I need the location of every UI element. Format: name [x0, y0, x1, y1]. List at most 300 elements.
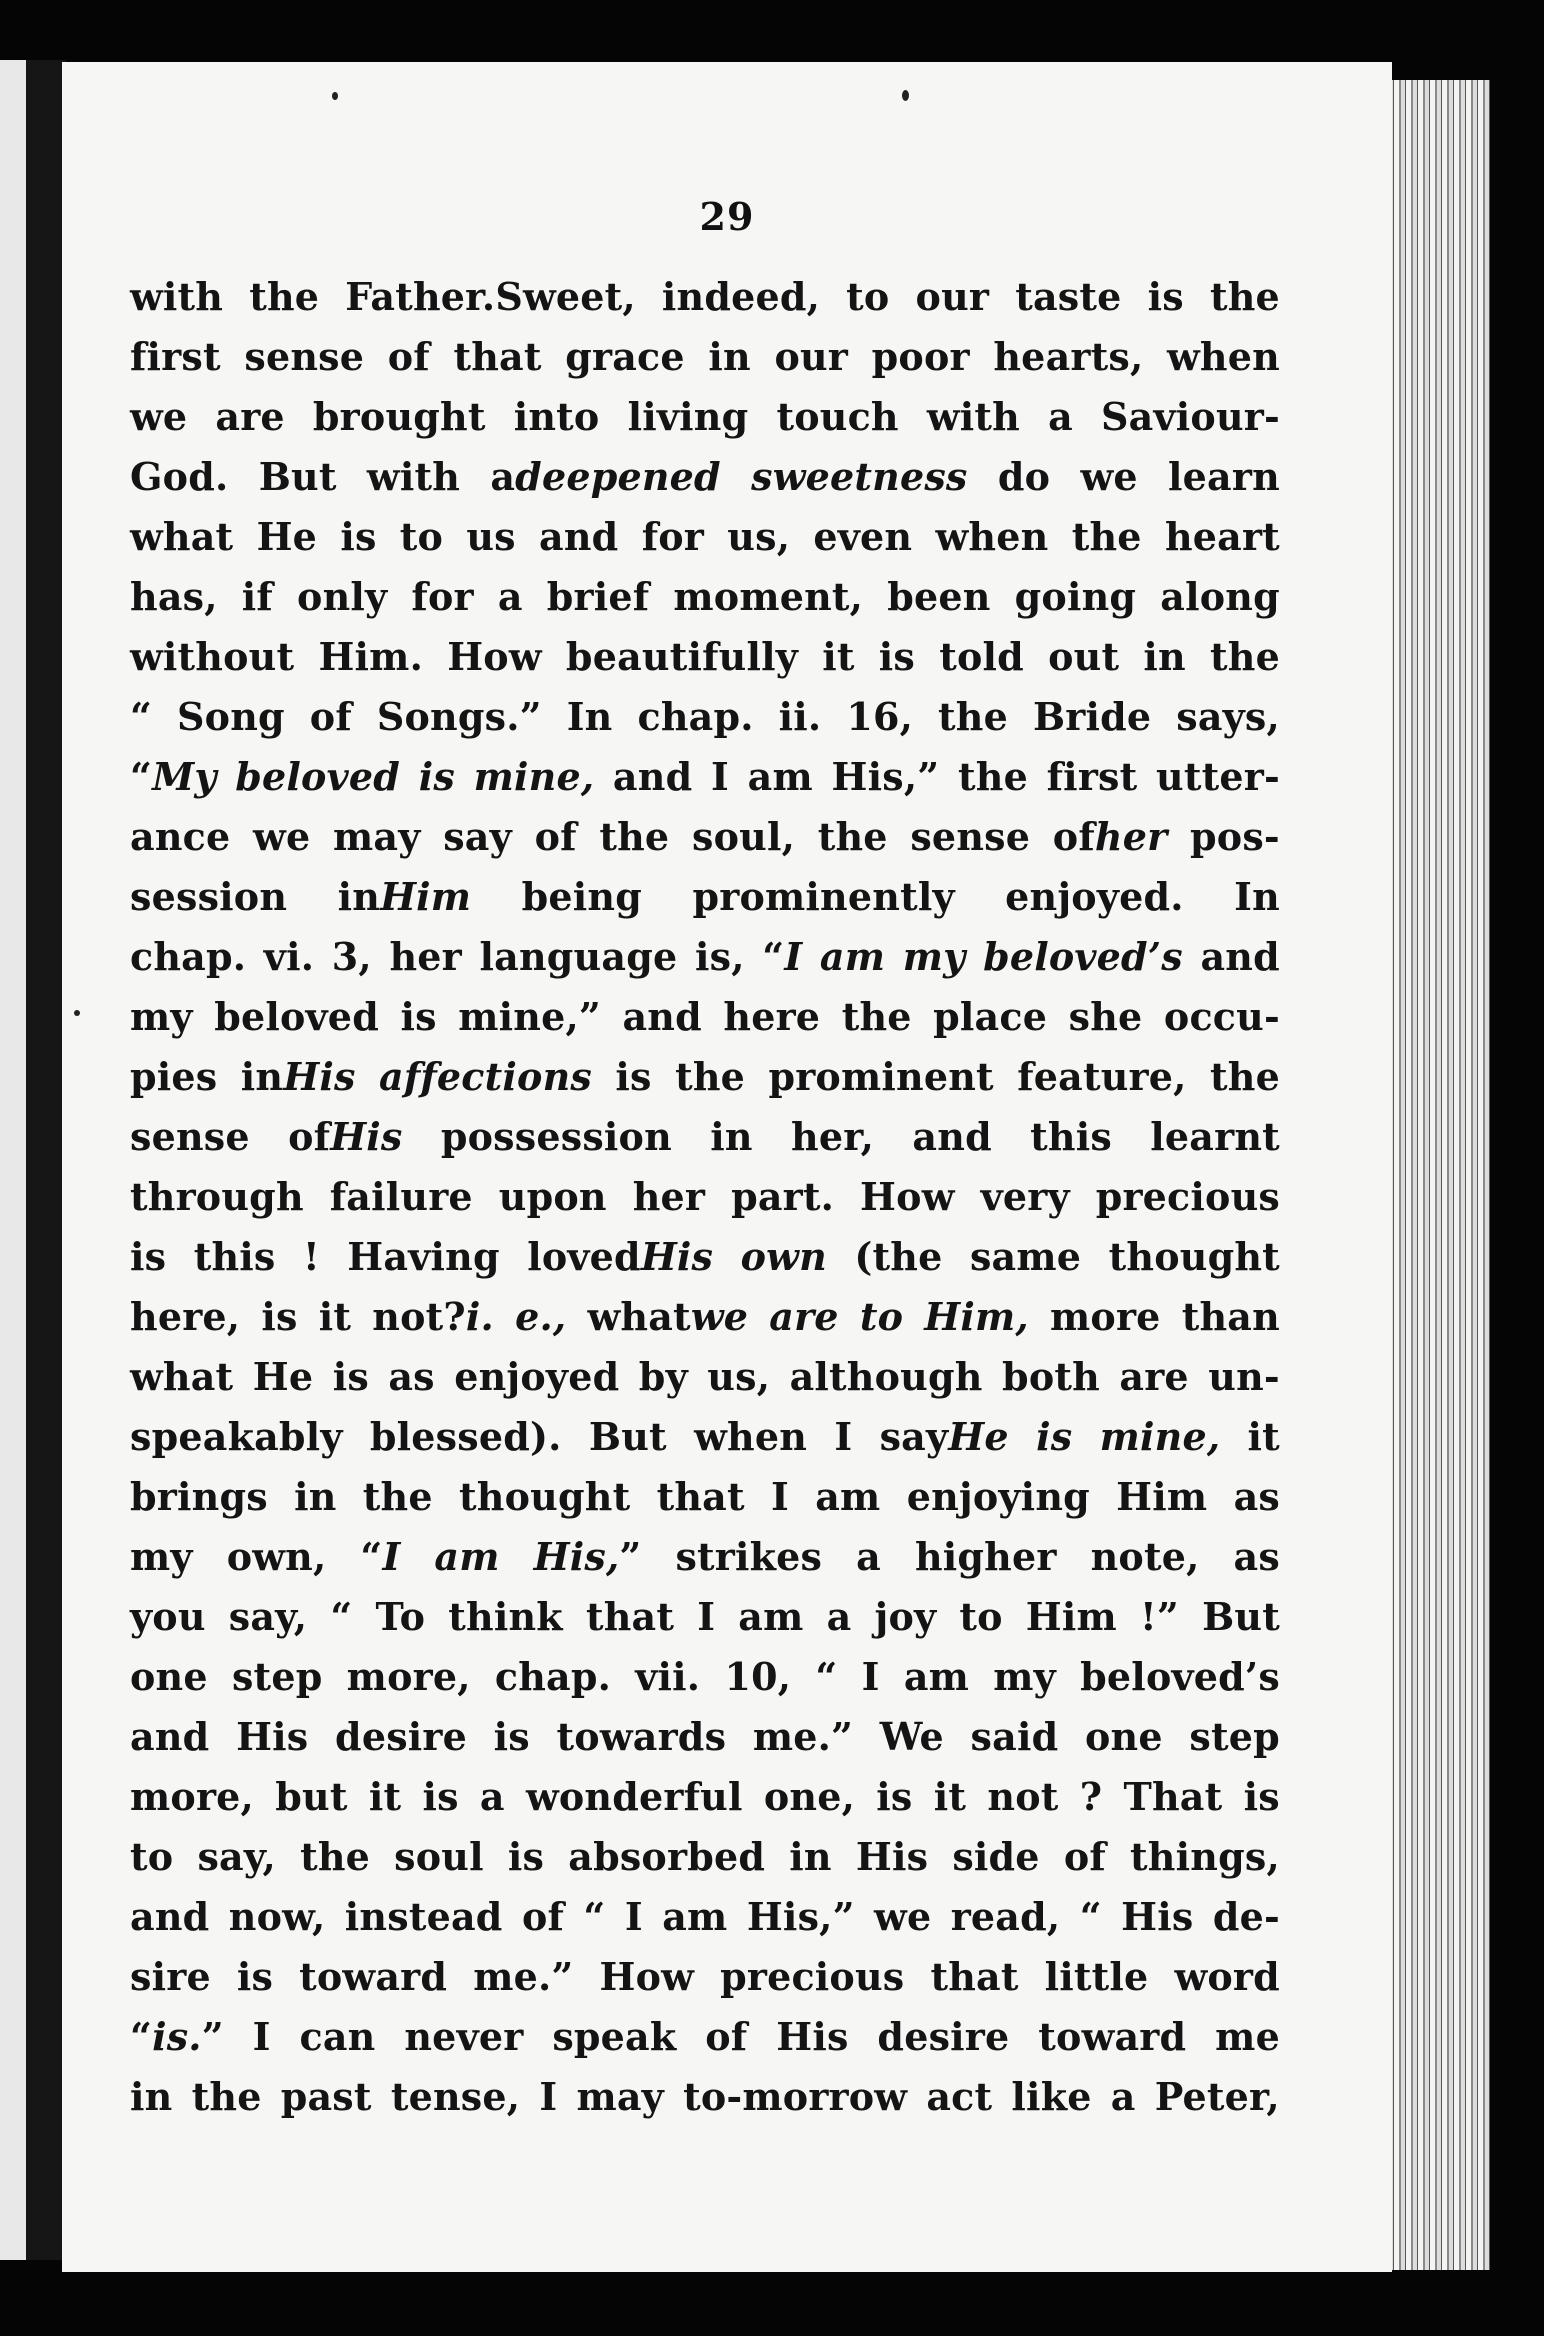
word: the — [249, 274, 320, 319]
word: His,” — [533, 1534, 642, 1579]
word: is — [236, 1954, 274, 1999]
book-page — [62, 62, 1392, 2272]
text-line — [130, 1534, 1280, 1594]
word: the — [958, 754, 1028, 799]
word: speakably — [130, 1414, 343, 1459]
word: here — [723, 994, 821, 1039]
word: to-morrow — [683, 2074, 908, 2119]
word: joy — [874, 1594, 937, 1639]
word: adeepened — [490, 454, 721, 499]
word: His — [236, 1714, 309, 1759]
word: session — [130, 874, 288, 919]
word: Him, — [924, 1294, 1029, 1339]
word: to — [859, 1294, 904, 1339]
text-line — [130, 634, 1280, 694]
word: God. — [130, 454, 229, 499]
word: of — [387, 334, 430, 379]
word: But — [1202, 1594, 1280, 1639]
word: do — [997, 454, 1051, 499]
text-line — [130, 2014, 1280, 2074]
word: upon — [498, 1174, 607, 1219]
word: am — [747, 754, 813, 799]
word: is — [400, 994, 437, 1039]
word: the — [817, 814, 888, 859]
word: is — [1243, 1774, 1280, 1819]
text-line — [130, 2074, 1280, 2134]
word: the — [841, 994, 912, 1039]
word: first — [130, 334, 221, 379]
word: that — [585, 1594, 675, 1639]
word: But — [258, 454, 337, 499]
text-line — [130, 934, 1280, 994]
word: a — [856, 1534, 881, 1579]
word: side — [952, 1834, 1040, 1879]
word: what — [130, 514, 234, 559]
word: that — [930, 1954, 1019, 1999]
word: sweetness — [751, 454, 968, 499]
word: In — [566, 694, 613, 739]
word: am — [815, 1474, 881, 1519]
word: that — [656, 1474, 745, 1519]
word: tense, — [390, 2074, 521, 2119]
text-line — [130, 1894, 1280, 1954]
word: But — [588, 1414, 667, 1459]
word: to — [130, 1834, 174, 1879]
word: soul — [394, 1834, 484, 1879]
word: only — [297, 574, 388, 619]
word: Him. — [318, 634, 424, 679]
word: His — [776, 2014, 849, 2059]
word: my — [902, 934, 966, 979]
word: He — [256, 514, 318, 559]
word: I — [252, 2014, 271, 2059]
text-line — [130, 874, 1280, 934]
word: learn — [1168, 454, 1280, 499]
text-line — [130, 1294, 1280, 1354]
word: own — [740, 1234, 827, 1279]
word: the — [599, 814, 670, 859]
word: Peter, — [1154, 2074, 1280, 2119]
word: a — [1048, 394, 1073, 439]
word: in — [789, 1834, 832, 1879]
word: as — [388, 1354, 435, 1399]
word: ance — [130, 814, 231, 859]
word: ? — [1079, 1774, 1103, 1819]
word: own, — [226, 1534, 327, 1579]
book-gutter — [26, 60, 66, 2260]
word: are — [769, 1294, 839, 1339]
word: sense — [244, 334, 365, 379]
text-line — [130, 454, 1280, 514]
word: although — [789, 1354, 983, 1399]
word: act — [926, 2074, 993, 2119]
word: step — [1189, 1714, 1280, 1759]
word: us, — [707, 1354, 771, 1399]
word: to — [399, 514, 444, 559]
word: note, — [1090, 1534, 1200, 1579]
text-line — [130, 1354, 1280, 1414]
word: it — [933, 1774, 967, 1819]
text-line — [130, 754, 1280, 814]
word: Having — [347, 1234, 500, 1279]
word: told — [939, 634, 1024, 679]
word: affections — [379, 1054, 593, 1099]
word: learnt — [1150, 1114, 1280, 1159]
word: this — [1030, 1114, 1112, 1159]
word: feature, — [1017, 1054, 1187, 1099]
word: 10, — [724, 1654, 792, 1699]
word: says, — [1176, 694, 1280, 739]
word: are — [215, 394, 285, 439]
word: the — [1071, 514, 1142, 559]
word: as — [1233, 1474, 1280, 1519]
word: me.” — [473, 1954, 574, 1999]
word: same — [969, 1234, 1082, 1279]
word: when — [1167, 334, 1280, 379]
word: the — [191, 2074, 262, 2119]
print-speck — [332, 92, 338, 100]
text-line — [130, 1954, 1280, 2014]
word: as — [1233, 1534, 1280, 1579]
word: indeed, — [661, 274, 821, 319]
word: been — [887, 574, 991, 619]
word: is — [876, 1774, 913, 1819]
word: is — [1147, 274, 1184, 319]
word: heart — [1164, 514, 1280, 559]
word: am — [434, 1534, 500, 1579]
text-line — [130, 1174, 1280, 1234]
word: of — [534, 814, 577, 859]
word: e., — [515, 1294, 567, 1339]
word: speak — [552, 2014, 677, 2059]
word: but — [275, 1774, 348, 1819]
word: instead — [344, 1894, 503, 1939]
word: blessed). — [369, 1414, 562, 1459]
word: we — [130, 394, 188, 439]
word: brought — [312, 394, 486, 439]
word: How — [860, 1174, 955, 1219]
word: the — [675, 1054, 746, 1099]
word: In — [1234, 874, 1280, 919]
word: for — [411, 574, 474, 619]
word: us, — [727, 514, 791, 559]
word: His,” — [831, 754, 940, 799]
word: it — [368, 1774, 402, 1819]
word: like — [1011, 2074, 1092, 2119]
word: may — [333, 814, 421, 859]
word: one — [130, 1654, 208, 1699]
word: into — [513, 394, 600, 439]
word: can — [299, 2014, 376, 2059]
text-line — [130, 1714, 1280, 1774]
word: read, — [950, 1894, 1061, 1939]
word: de- — [1212, 1894, 1280, 1939]
word: sense — [130, 1114, 250, 1159]
word: I — [624, 1894, 643, 1939]
word: 3, — [331, 934, 372, 979]
word: brings — [130, 1474, 268, 1519]
word: poor — [871, 334, 970, 379]
word: (the — [854, 1234, 943, 1279]
word: Him — [1025, 1594, 1117, 1639]
word: taste — [1015, 274, 1122, 319]
word: things, — [1130, 1834, 1280, 1879]
word: is — [422, 1774, 459, 1819]
word: what — [130, 1354, 234, 1399]
word: that — [453, 334, 542, 379]
body-text — [130, 274, 1280, 2134]
word: for — [641, 514, 705, 559]
word: and — [539, 514, 619, 559]
word: beloved’s — [1080, 1654, 1280, 1699]
word: and — [130, 1714, 210, 1759]
word: more — [1049, 1294, 1161, 1339]
word: beloved’s — [983, 934, 1183, 979]
word: word — [1174, 1954, 1280, 1999]
word: my — [130, 1534, 193, 1579]
word: utter- — [1156, 754, 1280, 799]
word: and — [612, 754, 693, 799]
word: beloved — [235, 754, 401, 799]
word: am — [738, 1594, 804, 1639]
word: in — [294, 1474, 337, 1519]
word: ! — [302, 1234, 320, 1279]
word: me.” — [752, 1714, 854, 1759]
text-line — [130, 1414, 1280, 1474]
word: of — [705, 2014, 748, 2059]
text-line — [130, 514, 1280, 574]
word: higher — [914, 1534, 1057, 1579]
word: chap. — [637, 694, 754, 739]
word: is — [130, 1234, 167, 1279]
word: said — [970, 1714, 1059, 1759]
word: through — [130, 1174, 304, 1219]
word: here, — [130, 1294, 241, 1339]
word: with — [366, 454, 461, 499]
word: out — [1048, 634, 1120, 679]
page-bottom-shadow — [62, 2272, 1492, 2336]
word: is — [507, 1834, 545, 1879]
text-line — [130, 1834, 1280, 1894]
word: I — [770, 1474, 789, 1519]
print-speck — [902, 90, 909, 101]
word: touch — [776, 394, 899, 439]
word: one, — [763, 1774, 856, 1819]
word: “ — [583, 1894, 606, 1939]
word: I — [861, 1654, 880, 1699]
word: occu- — [1163, 994, 1280, 1039]
word: Father.Sweet, — [345, 274, 636, 319]
word: even — [813, 514, 913, 559]
word: a — [826, 1594, 852, 1639]
word: thought — [459, 1474, 631, 1519]
word: and — [130, 1894, 210, 1939]
word: me — [1215, 2014, 1280, 2059]
word: is — [418, 754, 455, 799]
word: of — [1063, 1834, 1106, 1879]
text-line — [130, 1654, 1280, 1714]
page-number: 29 — [699, 194, 755, 239]
word: thought — [1108, 1234, 1280, 1279]
word: I — [697, 1594, 716, 1639]
word: not — [987, 1774, 1059, 1819]
word: to — [959, 1594, 1003, 1639]
word: is — [340, 514, 377, 559]
word: soul, — [691, 814, 796, 859]
word: the — [1210, 634, 1280, 679]
word: is — [615, 1054, 652, 1099]
word: this — [193, 1234, 276, 1279]
word: a — [497, 574, 523, 619]
word: her — [389, 934, 462, 979]
word: desire — [335, 1714, 468, 1759]
word: whatwe — [587, 1294, 749, 1339]
word: 16, — [846, 694, 914, 739]
word: beautifully — [565, 634, 799, 679]
word: !” — [1140, 1594, 1179, 1639]
word: lovedHis — [527, 1234, 714, 1279]
word: precious — [720, 1954, 905, 1999]
word: am — [662, 1894, 728, 1939]
text-line — [130, 694, 1280, 754]
word: think — [448, 1594, 563, 1639]
word: and — [912, 1114, 992, 1159]
word: sire — [130, 1954, 211, 1999]
word: without — [130, 634, 295, 679]
word: the — [362, 1474, 433, 1519]
word: Song — [177, 694, 285, 739]
word: enjoyed. — [1005, 874, 1184, 919]
word: “I — [360, 1534, 401, 1579]
word: Saviour- — [1101, 394, 1280, 439]
word: being — [521, 874, 643, 919]
word: ofher — [1052, 814, 1168, 859]
word: than — [1181, 1294, 1280, 1339]
word: enjoying — [906, 1474, 1090, 1519]
word: I — [834, 1414, 853, 1459]
word: not?i. — [372, 1294, 494, 1339]
word: ofHis — [288, 1114, 403, 1159]
word: when — [935, 514, 1049, 559]
word: brief — [546, 574, 650, 619]
word: going — [1014, 574, 1137, 619]
word: pos- — [1190, 814, 1280, 859]
word: say — [443, 814, 512, 859]
text-line — [130, 1774, 1280, 1834]
word: in — [710, 1114, 753, 1159]
word: both — [1002, 1354, 1100, 1399]
word: we — [874, 1894, 932, 1939]
word: if — [241, 574, 273, 619]
word: a — [1110, 2074, 1136, 2119]
word: us — [466, 514, 516, 559]
word: We — [879, 1714, 944, 1759]
word: precious — [1095, 1174, 1280, 1219]
word: prominent — [768, 1054, 994, 1099]
word: say, — [197, 1834, 276, 1879]
word: chap. — [130, 934, 247, 979]
word: His,” — [746, 1894, 855, 1939]
word: the — [1209, 1054, 1280, 1099]
word: vi. — [263, 934, 315, 979]
word: beloved — [214, 994, 379, 1039]
word: wonderful — [525, 1774, 743, 1819]
word: her, — [791, 1114, 875, 1159]
word: may — [576, 2074, 664, 2119]
word: little — [1044, 1954, 1149, 1999]
word: along — [1160, 574, 1280, 619]
word: the — [300, 1834, 371, 1879]
word: we — [253, 814, 311, 859]
word: is — [1036, 1414, 1073, 1459]
word: vii. — [635, 1654, 701, 1699]
word: in — [1143, 634, 1186, 679]
word: now, — [228, 1894, 326, 1939]
word: That — [1123, 1774, 1223, 1819]
word: “is.” — [130, 2014, 224, 2059]
text-line — [130, 1594, 1280, 1654]
word: the — [1209, 274, 1280, 319]
word: one — [1085, 1714, 1163, 1759]
word: “I — [762, 934, 803, 979]
word: by — [638, 1354, 688, 1399]
word: it — [1247, 1414, 1280, 1459]
word: mine, — [1099, 1414, 1221, 1459]
word: “My — [130, 754, 217, 799]
word: it — [822, 634, 855, 679]
word: His — [1121, 1894, 1194, 1939]
word: prominently — [692, 874, 955, 919]
word: is, — [694, 934, 745, 979]
word: living — [627, 394, 749, 439]
print-speck — [74, 1010, 80, 1016]
word: part. — [731, 1174, 835, 1219]
word: step — [231, 1654, 323, 1699]
word: and — [622, 994, 702, 1039]
word: Bride — [1032, 694, 1152, 739]
word: absorbed — [568, 1834, 766, 1879]
word: is — [261, 1294, 298, 1339]
text-line — [130, 1474, 1280, 1534]
text-line — [130, 394, 1280, 454]
word: inHis — [240, 1054, 356, 1099]
word: it — [318, 1294, 352, 1339]
word: moment, — [673, 574, 864, 619]
word: place — [933, 994, 1048, 1039]
word: is — [493, 1714, 530, 1759]
text-line — [130, 1054, 1280, 1114]
word: in — [708, 334, 751, 379]
word: my — [130, 994, 193, 1039]
word: grace — [565, 334, 685, 379]
word: I — [539, 2074, 558, 2119]
word: toward — [299, 1954, 448, 1999]
word: sense — [910, 814, 1031, 859]
word: very — [980, 1174, 1070, 1219]
word: to — [846, 274, 890, 319]
word: I — [711, 754, 729, 799]
word: of — [309, 694, 352, 739]
word: say, — [228, 1594, 308, 1639]
word: desire — [877, 2014, 1010, 2059]
word: “ — [130, 694, 153, 739]
word: “ — [815, 1654, 838, 1699]
word: How — [447, 634, 542, 679]
word: my — [993, 1654, 1056, 1699]
word: is — [878, 634, 916, 679]
text-line — [130, 334, 1280, 394]
word: mine, — [473, 754, 595, 799]
